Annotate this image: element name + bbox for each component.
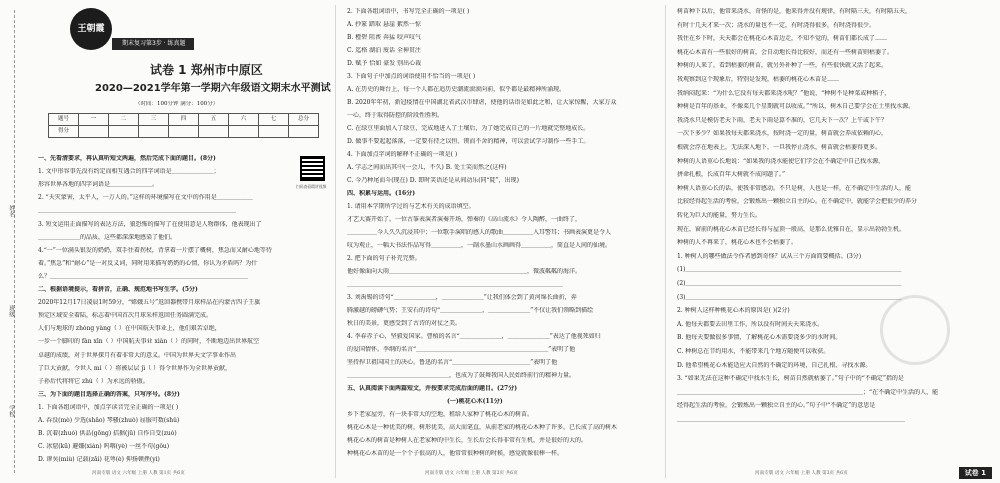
text-line: 4.“一”一位满头银发的奶奶，双手往着拐杖，背拿着一片摆了概树，焦急而又耐心地等待	[38, 246, 272, 254]
binding-strip	[0, 0, 26, 483]
text-line: D. 做事不要起起落落，一定要有持之以恒、锲而不舍的精神，可以尝试学习制作一些手工。	[347, 138, 590, 145]
section-heading: 二、根据语境提示，看拼音，正确、规范地书写生字。(5分)	[38, 286, 198, 293]
text-line: ＿＿＿＿＿＿＿＿＿＿＿＿＿＿＿＿＿＿＿＿＿＿＿＿＿＿＿＿＿＿＿＿＿＿＿＿	[347, 281, 564, 288]
score-header-cell: 二	[109, 114, 139, 126]
text-line: B. 沉着(zhuó) 供品(gōng) 拮据(jū) 自作自受(zuò)	[38, 430, 177, 438]
text-line: 子孙后代将将它 zhù（ ）为永远的骄傲。	[38, 377, 149, 385]
text-line: 桃花心木是一种优美的树，树形优美，高大而笔直，从前老家的桃花心木种了许多，已长成了高的树木	[347, 424, 618, 431]
text-line: 根就会浮在地表上，无法深入地下，一旦我停止浇水，树苗就会枯萎得更多。	[677, 144, 882, 151]
exam-number-badge: 试卷 1	[959, 467, 992, 479]
section-heading: (一)桃花心木(11分)	[447, 398, 503, 405]
text-line: ＿＿＿＿＿＿＿＿＿＿＿＿＿＿＿＿＿＿＿＿＿＿＿＿＿＿＿＿＿＿＿；“在不确定中生活的人，能	[677, 388, 939, 396]
text-line: 一步一个脚印的 fàn xīn（ ）中国航天事业 xiàn（ ）的同时，不断地迈出世界航空	[38, 338, 260, 346]
score-header-cell: 三	[139, 114, 169, 126]
side-label-name: 姓名	[7, 205, 15, 217]
text-line: 3. 下面句子中加点的词语使用不恰当的一项是( )	[347, 73, 476, 80]
text-line: 着。”焦急”和“耐心”是一对反义词，同时用来描写奶奶的心情，你认为矛盾吗？为什	[38, 259, 258, 267]
text-line: C. 迄格 湖泊 废话 全神贯注	[347, 47, 421, 54]
text-line: 秋日的美景，更感受到了古诗的对仗之美。	[347, 320, 462, 327]
text-line: 现在，窗前的桃花心木苗已经长得与屋顶一般高，是那么优雅自在，显示出勃勃生机。	[677, 225, 906, 233]
text-line: 腾激越的磅礴气势；王安石的诗句“＿＿＿＿＿＿＿，＿＿＿＿＿＿＿”不仅让我们领略到描绘	[347, 307, 594, 314]
score-header-cell: 题号	[49, 114, 79, 126]
text-line: 人们与地球的 zhòng yàng（ ）在中国航天事业上，他们艰苦卓绝，	[38, 325, 221, 333]
text-line: 形容世界各地的四字词语是＿＿＿＿＿＿＿。	[38, 181, 159, 189]
logo-text: 王朝霞	[77, 24, 105, 34]
text-line: ＿＿＿＿＿今人久久沉浸其中；一位歌手演唱的感人的歌曲＿＿＿＿＿入耳警耳；书画表演更是令人	[347, 229, 612, 236]
text-line: A. 抄篆 踏取 悬崖 絮然一惊	[347, 21, 421, 28]
text-line: 我纳闷起来：“为什么它没有每天都来浇水呢？”他说，“种树不是种菜或种稻子，	[677, 89, 891, 97]
text-line: D. 谬矣(miù) 记载(zǎi) 花萼(è) 抑扬顿挫(yì)	[38, 456, 160, 464]
score-header-cell: 一	[79, 114, 109, 126]
text-line: 3. 短文运用正面描写的表达方法，狼恐怖的描写了在使用意是人物群体，他表现出了	[38, 220, 262, 228]
text-line: B. 2020年年初，新冠疫情在中国湖北省武汉市肆虐，使他的话语是如此之和，让大家惊醒，大家万众	[347, 99, 617, 106]
text-line: (1)＿＿＿＿＿＿＿＿＿＿＿＿＿＿＿＿＿＿＿＿＿＿＿＿＿＿＿＿＿＿＿＿＿＿＿＿	[677, 266, 902, 274]
text-line: A. 在历史的舞台上，每一个人都在追历史潮流滚滚向前，似乎都是最精神所涌现。	[347, 86, 566, 93]
text-line: 了巨大贡献，令世人 mí（ ）将被层层 jì（ ）得令世界作为全世界贡献，	[38, 364, 232, 372]
score-header-cell: 五	[199, 114, 229, 126]
text-line: 转化为巨大的能量，努力生长。	[677, 212, 762, 219]
score-cell[interactable]	[259, 126, 289, 138]
text-line: 我观察到这个现象后，特别是发现，枯萎的桃花心木苗是……	[677, 76, 840, 83]
text-line: ＿＿＿＿＿＿＿＿＿＿＿＿＿＿＿＿＿＿＿＿＿＿＿＿＿＿＿＿＿＿＿＿＿＿＿＿＿＿	[677, 416, 906, 423]
text-line: B. 他每天要做很多事情，了解桃花心木需要浇多少的水时间。	[677, 334, 842, 342]
side-label-class: 班级	[7, 305, 15, 317]
text-line: 2. “天灾蒙害，太平人，一万人的。”这样的环境描写在文中的作用是＿＿＿＿＿＿	[38, 194, 253, 202]
text-line: 种树的人来了，看到枯萎的树苗，就另外补种了一些，有些很快就又活了起来。	[677, 62, 888, 70]
section-heading: 五、认真阅读下面两篇短文，并按要求完成后面的题目。(27分)	[347, 385, 518, 392]
text-line: D. 他希望桃花心木能适应大自然的不确定的环境，自己扎根、寻找水源。	[677, 361, 872, 369]
score-cell[interactable]	[79, 126, 109, 138]
text-line: 桃花心木的树苗是种树人在老家种的中生长，生长后会长得非常有生机，并是很好的大的。	[347, 437, 588, 444]
text-line: 2. 种树人这样种桃花心木的原因是( )(2分)	[677, 307, 790, 315]
time-info: （时间：100分钟 满分：100分）	[135, 101, 219, 107]
score-header-cell: 总分	[289, 114, 319, 126]
exam-subtitle: 2020—2021学年第一学期六年级语文期末水平测试	[95, 83, 331, 94]
score-row-label: 得分	[49, 126, 79, 138]
watermark-seal	[880, 295, 950, 365]
score-table	[48, 113, 319, 138]
text-line: 2. 下面各组词语中，书写完全正确的一项是( )	[347, 8, 470, 15]
text-line: 的爱国情怀。李纲的名言“＿＿＿＿＿＿＿＿＿＿＿＿＿＿＿＿＿＿＿＿＿＿”表明了他	[347, 346, 576, 353]
text-line: 桃花心木苗有一些很好的树苗，会自动地长得比较好，而还有一些树苗则枯萎了。	[677, 48, 894, 56]
text-line: 拼命扎根，长成百年大树就不成问题了。”	[677, 171, 786, 179]
text-line: 经得起生活的考验，会锻炼出一颗独立自主的心。”句子中“不确定”的意思是	[677, 402, 876, 410]
text-line: 树苗种下以后，他常来浇水，奇怪的是，他来得并没有规律，有时隔三天，有时隔五天，	[677, 8, 912, 15]
text-line: 种树的人不再来了，桃花心木也不会枯萎了。	[677, 239, 798, 247]
text-line: 1. 种树人的哪些做法令作者感到奇怪？试从三个方面简要概括。(3分)	[677, 252, 862, 260]
page-column-2	[335, 0, 665, 483]
text-line: 一次下多少？如果我每天都来浇水，按时浇一定的量，树苗就会养成依赖的心，	[677, 130, 888, 138]
text-line: C. 今乃种尾而斗(现在) D. 即时笑语还是从间动乐(同“陡”，出现)	[347, 177, 520, 184]
text-line: 一心，终于取得防控的阶段性胜利。	[347, 112, 444, 119]
score-cell[interactable]	[169, 126, 199, 138]
section-heading: 一、先看清要求，再认真听短文两遍，然后完成下面的题目。(8分)	[38, 155, 216, 162]
text-line: ＿＿＿＿＿＿＿＿＿＿＿＿＿＿＿＿＿＿＿＿＿＿＿＿＿＿＿＿＿＿＿＿＿	[38, 207, 237, 215]
text-line: (3)＿＿＿＿＿＿＿＿＿＿＿＿＿＿＿＿＿＿＿＿＿＿＿＿＿＿＿＿＿＿＿＿＿＿＿＿	[677, 293, 902, 301]
score-cell[interactable]	[139, 126, 169, 138]
text-line: B. 橙碧 阻喪 奔猛 咬声叹气	[347, 34, 421, 41]
text-line: 他好像面向大雨＿＿＿＿＿＿＿＿＿＿＿＿＿＿＿＿＿＿＿＿＿＿＿，微波粼粼的海洋。	[347, 268, 582, 275]
score-cell[interactable]	[289, 126, 319, 138]
text-line: 1. 下面各组词语中，加点字读音完全正确的一项是( )	[38, 403, 179, 411]
score-cell[interactable]	[199, 126, 229, 138]
text-line: 叹为观止，一幅大书法作品写得＿＿＿＿＿，一副水墨山水画画得＿＿＿＿＿，简直是人间的仙境。	[347, 242, 612, 249]
text-line: 预定区域安全着陆，标志着中国首次月球采样返回任务圆满完成。	[38, 312, 213, 320]
text-line: ＿＿＿＿＿＿＿的品质，这些都深深地感染了他们。	[38, 233, 177, 241]
text-line: 种树人语重心长的话，使我非常感动。不只是树，人也是一样，在不确定中生活的人，能	[677, 184, 912, 192]
page-footer-2: 河南专版 语文 六年级 上册 人教 第2页 共6页	[425, 471, 518, 477]
text-line: ＿＿＿＿＿＿＿＿＿＿＿＿＿＿＿＿＿，也成为了鼓舞我国人民始终前行的精神力量。	[347, 372, 576, 379]
text-line: 1. 请用本学期所学过的与艺术有关的成语填空。	[347, 203, 475, 210]
section-heading: 四、积累与运用。(16分)	[347, 190, 416, 197]
score-cell[interactable]	[229, 126, 259, 138]
text-line: C. 种树总在节约用水，不能带来几个地方随便可以收获。	[677, 348, 830, 355]
text-line: 卓越的成绩，对于世界探月有着非常大的意义。中国为世界天文学事业作出	[38, 351, 237, 359]
text-line: 2. 把下面的句子补充完整。	[347, 255, 421, 262]
page-footer-3: 河南专版 语文 六年级 上册 人教 第3页 共6页	[755, 471, 848, 477]
qr-code[interactable]	[300, 156, 325, 181]
text-line: 3. 刘禹锡的诗句“＿＿＿＿＿＿＿，＿＿＿＿＿＿＿”让我们体会到了黄河绵长曲折，奔	[347, 294, 577, 301]
brand-logo	[70, 8, 112, 50]
text-line: 种树的人语重心长地说：“如果我的浇水能使它们学会在不确定中自己找水源，	[677, 157, 885, 165]
page-footer-1: 河南专版 语文 六年级 上册 人教 第1页 共6页	[92, 471, 185, 477]
text-line: A. 学志之间而出其中(一会儿，不久) B. 处士笑而然之(这样)	[347, 164, 507, 171]
side-label-school: 学校	[7, 405, 15, 417]
qr-note: 扫码查看精讲视频	[296, 184, 327, 189]
text-line: 4. 李春赤子心，坚毅爱国家。曹植的名言“＿＿＿＿＿＿＿，＿＿＿＿＿＿＿”表达了他视死如归	[347, 333, 601, 340]
review-banner: 期末复习第3步 · 练真题	[112, 38, 194, 50]
cut-line	[14, 10, 15, 473]
text-line: 1. 文中形容事先没有约定而相互遇合的四字词语是＿＿＿＿＿＿＿；	[38, 168, 220, 176]
text-line: 坚持捍卫祖国国土的决心。鲁迅的名言“＿＿＿＿＿＿＿＿＿＿＿＿＿”表明了他	[347, 359, 558, 366]
section-heading: 三、为下面的题目选择正确的答案，只写序号。(8分)	[38, 390, 180, 398]
score-header-cell: 四	[169, 114, 199, 126]
text-line: 种树是百年的基业，不像菜几个星期就可以收成。”“所以，树木自己要学会在土里找水源。	[677, 103, 915, 111]
text-line: C. 在绿豆里面加入了绿豆，完成地进入了土壤后，为了她完成自己的一片地就完整地成长。	[347, 125, 590, 132]
text-line: C. 冰窟(kū) 避嫌(xián) 呜咽(yè) 一丝不苟(gǒu)	[38, 443, 170, 451]
text-line: 我住在乡下时，天天都会在桃花心木苗边走，不知不觉的，树苗们都长成了……	[677, 35, 888, 43]
text-line: 比较经得起生活的考验，会锻炼出一颗独立自主的心。在不确定中，就能学会把很少的养分	[677, 198, 918, 206]
exam-title: 试卷 1 郑州市中原区	[150, 63, 263, 77]
text-line: 3. “如果无法在这种不确定中找水生长，树苗自然就枯萎了。”句子中的“不确定”指的是	[677, 375, 904, 383]
text-line: 2020年12月17日凌晨1时59分，“嫦娥五号”返回器携带月球样品在内蒙古四子王旗	[38, 299, 261, 307]
text-line: 有时十几天才来一次；浇水的量也不一定，有时浇得很多，有时浇得很少。	[677, 21, 876, 29]
text-line: 种桃花心木苗的是一个个子很高的人，他常常很种树的时候，感觉就像很棒一样。	[347, 450, 564, 457]
text-line: (2)＿＿＿＿＿＿＿＿＿＿＿＿＿＿＿＿＿＿＿＿＿＿＿＿＿＿＿＿＿＿＿＿＿＿＿＿	[677, 280, 902, 287]
score-header-cell: 六	[229, 114, 259, 126]
text-line: 4. 下面加点字词的解释不正确的一项是( )	[347, 151, 458, 158]
text-line: 乡下老家屋旁，有一块非常大的空地，租给人家种了桃花心木的树苗。	[347, 411, 534, 418]
text-line: D. 赋予 恰如 豪发 别出心裁	[347, 60, 422, 67]
text-line: A. 吞没(mò) 少选(shǎo) 琴骚(zhuò) 屈服可数(shǔ)	[38, 417, 180, 424]
text-line: 才艺大赛开始了。一位古筝表演者演奏开场，弹奏的《高山流水》令人陶醉，一曲终了，	[347, 216, 582, 223]
text-line: 我浇水只是模仿老天下雨，老天下雨是算不准的，它几天下一次？上午或下午？	[677, 116, 888, 124]
text-line: A. 他每天都要去田里工作，所以没有时间天天来浇水。	[677, 320, 824, 328]
score-header-cell: 七	[259, 114, 289, 126]
text-line: 么？＿＿＿＿＿＿＿＿＿＿＿＿＿＿＿＿＿＿＿＿＿＿＿＿＿＿＿＿＿＿＿＿＿	[38, 272, 249, 280]
page-column-1	[0, 0, 335, 483]
page-column-3	[665, 0, 1000, 483]
score-cell[interactable]	[109, 126, 139, 138]
